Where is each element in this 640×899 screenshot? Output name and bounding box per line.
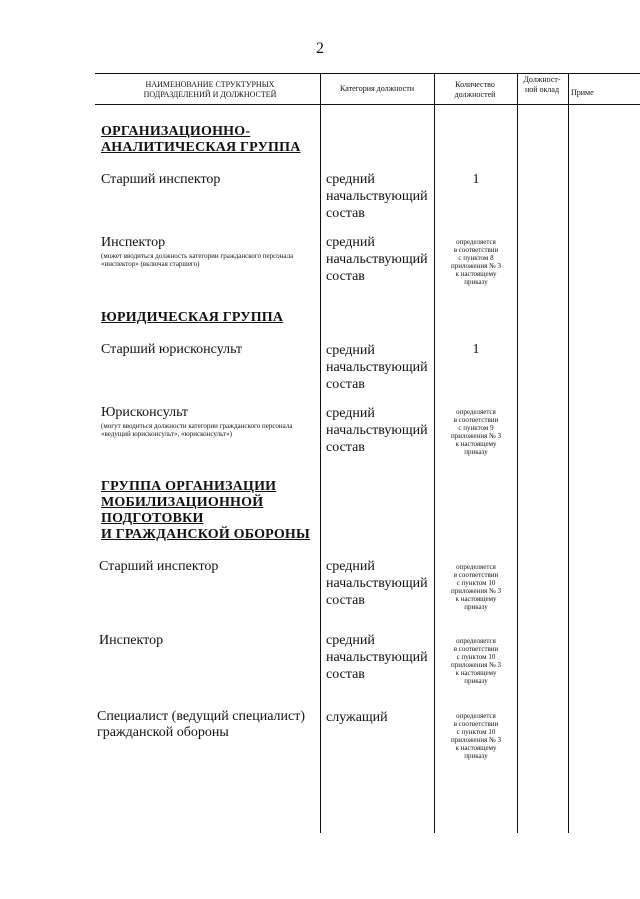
row-note: (могут вводиться должности категории гражданского персонала «ведущий юрисконсульт», «юрисконсульт») — [101, 422, 293, 438]
row-category: средний начальствующий состав — [326, 559, 428, 608]
col-divider-2 — [434, 73, 435, 833]
row-category: средний начальствующий состав — [326, 343, 428, 392]
row-name: Инспектор — [101, 235, 166, 250]
row-name: Старший инспектор — [101, 172, 221, 187]
row-count: определяется в соответствии с пунктом 10 приложения № 3 к настоящему приказу — [450, 712, 502, 760]
header-bottom-border — [95, 104, 640, 105]
row-count: определяется в соответствии с пунктом 8 приложения № 3 к настоящему приказу — [450, 238, 502, 286]
row-count: определяется в соответствии с пунктом 10 приложения № 3 к настоящему приказу — [450, 563, 502, 611]
row-category: служащий — [326, 710, 388, 725]
row-category: средний начальствующий состав — [326, 633, 428, 682]
row-category: средний начальствующий состав — [326, 172, 428, 221]
table-top-border — [95, 73, 640, 74]
page-number: 2 — [316, 40, 324, 57]
row-count: определяется в соответствии с пунктом 9 приложения № 3 к настоящему приказу — [450, 408, 502, 456]
header-count: Количество должностей — [454, 80, 496, 99]
row-name: Специалист (ведущий специалист) гражданской обороны — [97, 709, 305, 740]
col-divider-1 — [320, 73, 321, 833]
row-count: определяется в соответствии с пунктом 10 приложения № 3 к настоящему приказу — [450, 637, 502, 685]
col-divider-4 — [568, 73, 569, 833]
section-title-legal: ЮРИДИЧЕСКАЯ ГРУППА — [101, 310, 284, 325]
row-category: средний начальствующий состав — [326, 406, 428, 455]
header-name: НАИМЕНОВАНИЕ СТРУКТУРНЫХ ПОДРАЗДЕЛЕНИЙ И ДОЛЖНОСТЕЙ — [143, 80, 277, 99]
row-name: Инспектор — [99, 633, 164, 648]
row-count: 1 — [472, 342, 480, 357]
section-title-mobilization: ГРУППА ОРГАНИЗАЦИИ МОБИЛИЗАЦИОННОЙ ПОДГОТОВКИ И ГРАЖДАНСКОЙ ОБОРОНЫ — [101, 479, 310, 542]
header-salary: Должност-ной оклад — [523, 75, 561, 94]
row-note: (может вводиться должность категории гражданского персонала «инспектор» (включая старшего) — [101, 252, 294, 268]
row-name: Юрисконсульт — [101, 405, 189, 420]
header-note: Приме — [571, 88, 594, 97]
row-category: средний начальствующий состав — [326, 235, 428, 284]
row-count: 1 — [472, 172, 480, 187]
row-name: Старший инспектор — [99, 559, 219, 574]
col-divider-3 — [517, 73, 518, 833]
row-name: Старший юрисконсульт — [101, 342, 243, 357]
section-title-org: ОРГАНИЗАЦИОННО- АНАЛИТИЧЕСКАЯ ГРУППА — [101, 124, 301, 155]
header-category: Категория должности — [340, 84, 414, 93]
